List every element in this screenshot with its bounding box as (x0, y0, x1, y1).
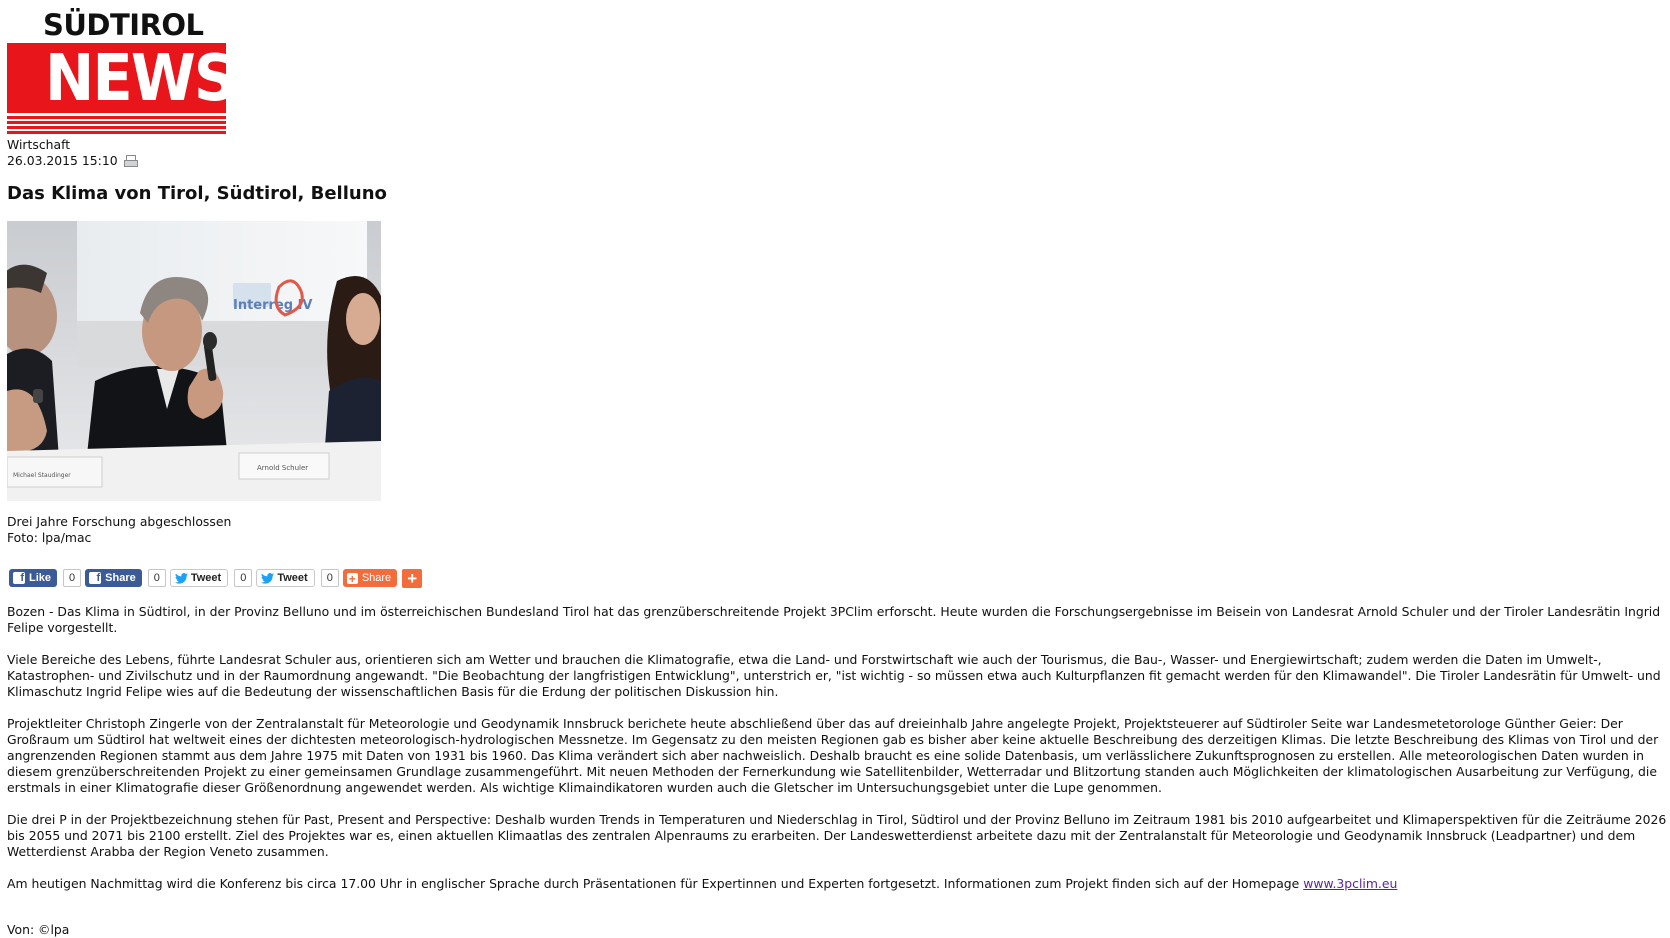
article-title: Das Klima von Tirol, Südtirol, Belluno (7, 183, 387, 204)
facebook-share-button[interactable] (85, 569, 142, 587)
photo-banner-text: Interreg IV (233, 298, 313, 313)
facebook-like-count: 0 (63, 569, 81, 587)
article-paragraph: Viele Bereiche des Lebens, führte Landesrat Schuler aus, orientieren sich am Wetter und brauchen die Klimatografie, etwa die Land- und Forstwirtschaft wie auch der Tourismus, die Bau-, Wasser- und Energiewirtschaft; zudem werden die Daten im Umwelt-, Katastrophen- und Zivilschutz und in der Raumordnung angewandt. "Die Beobachtung der langfristigen Entwicklung", unterstrich er, "ist wichtig - so müssen etwa auch Kulturpflanzen fit gemacht werden für den Klimawandel". Die Tiroler Landesrätin für Umwelt- und Klimaschutz Ingrid Felipe wies auf die Bedeutung der wissenschaftlichen Basis für die Erdung der politischen Diskussion hin. (7, 652, 1661, 699)
twitter-bird-icon (175, 573, 188, 584)
facebook-share-count: 0 (148, 569, 166, 587)
print-icon[interactable] (124, 155, 137, 167)
facebook-like-label: Like (29, 572, 52, 584)
article-paragraph-last (7, 876, 1667, 892)
share-bar (9, 568, 422, 588)
facebook-icon: f (13, 572, 25, 584)
tweet-button-2[interactable] (256, 569, 314, 587)
article-source: Von: ©lpa (7, 922, 70, 937)
tweet-button[interactable] (170, 569, 228, 587)
facebook-icon: f (89, 572, 101, 584)
more-share-button[interactable]: + (402, 569, 422, 588)
tweet-count-2: 0 (321, 569, 339, 587)
logo-stripe (7, 131, 226, 134)
article-photo (7, 221, 381, 501)
logo-stripe (7, 116, 226, 119)
facebook-like-button[interactable] (9, 569, 57, 587)
share-button[interactable] (343, 569, 397, 587)
tweet-label-2: Tweet (277, 572, 308, 584)
photo-credit: Foto: lpa/mac (7, 530, 92, 545)
article-paragraph: Bozen - Das Klima in Südtirol, in der Provinz Belluno und im österreichischen Bundesland Tirol hat das grenzüberschreitende Projekt 3PClim erforscht. Heute wurden die Forschungsergebnisse im Beisein von Landesrat Arnold Schuler und der Tiroler Landesrätin Ingrid Felipe vorgestellt. (7, 604, 1661, 635)
facebook-share-label: Share (105, 572, 136, 584)
article-datetime-row (7, 153, 137, 169)
share-label: Share (361, 572, 392, 584)
article-category: Wirtschaft (7, 137, 71, 152)
photo-caption (7, 514, 231, 546)
twitter-bird-icon (261, 573, 274, 584)
logo-news-text: NEWS (45, 42, 235, 116)
logo-top-text: SÜDTIROL (43, 8, 204, 42)
article-datetime: 26.03.2015 15:10 (7, 153, 118, 168)
site-logo[interactable] (7, 8, 235, 136)
article-paragraph: Projektleiter Christoph Zingerle von der Zentralanstalt für Meteorologie und Geodynamik Innsbruck berichete heute abschließend über das auf dreieinhalb Jahre angelegte Projekt, Projektsteuerer auf Südtiroler Seite war Landesmetetorologe Günther Geier: Der Großraum um Südtirol hat weltweit eines der dichtesten meteorologisch-hydrologischen Messnetze. Im Gegensatz zu den meisten Regionen gab es bisher aber keine aktuelle Beschreibung des derzeitigen Klimas. Die letzte Beschreibung des Klimas von Tirol und der angrenzenden Regionen stammt aus dem Jahre 1975 mit Daten von 1931 bis 1960. Das Klima verändert sich aber nachweislich. Deshalb braucht es eine solide Datenbasis, um verlässlichere Zukunftsprognosen zu erstellen. Alle meteorologischen Daten wurden in diesem grenzüberschreitenden Projekt zu einer gemeinsamen Grundlage zusammengeführt. Mit neuen Methoden der Fernerkundung wie Satellitenbilder, Wetterradar und Blitzortung standen auch Möglichkeiten der klimatologischen Ausarbeitung zur Verfügung, die erstmals in einer Klimatografie dieser Größenordnung angewendet werden. Als wichtige Klimaindikatoren wurden auch die Gletscher im Untersuchungsgebiet unter die Lupe genommen. (7, 716, 1659, 795)
article-body (7, 604, 1667, 908)
logo-stripe (7, 121, 226, 124)
photo-placard-right: Arnold Schuler (257, 464, 309, 472)
tweet-count: 0 (234, 569, 252, 587)
plus-icon: + (348, 571, 356, 586)
article-paragraph: Die drei P in der Projektbezeichnung stehen für Past, Present and Perspective: Deshalb wurden Trends in Temperaturen und Niederschlag in Tirol, Südtirol und der Provinz Belluno im Zeitraum 1981 bis 2010 aufgearbeitet und Klimaperspektiven für die Zeiträume 2026 bis 2055 und 2071 bis 2100 erstellt. Ziel des Projektes war es, einen aktuellen Klimaatlas des zentralen Alpenraums zu erarbeiten. Der Landeswetterdienst arbeitete dazu mit der Zentralanstalt für Meteorologie und Geodynamik Innsbruck (Leadpartner) und dem Wetterdienst Arabba der Region Veneto zusammen. (7, 812, 1667, 859)
photo-placard-left: Michael Staudinger (13, 472, 71, 479)
tweet-label: Tweet (190, 572, 222, 584)
logo-stripe (7, 126, 226, 129)
caption-text: Drei Jahre Forschung abgeschlossen (7, 514, 232, 529)
last-paragraph-text: Am heutigen Nachmittag wird die Konferenz bis circa 17.00 Uhr in englischer Sprache durch Präsentationen für Expertinnen und Experten fortgesetzt. Informationen zum Projekt finden sich auf der Homepage (7, 876, 1304, 891)
homepage-link[interactable]: www.3pclim.eu (1303, 876, 1398, 891)
